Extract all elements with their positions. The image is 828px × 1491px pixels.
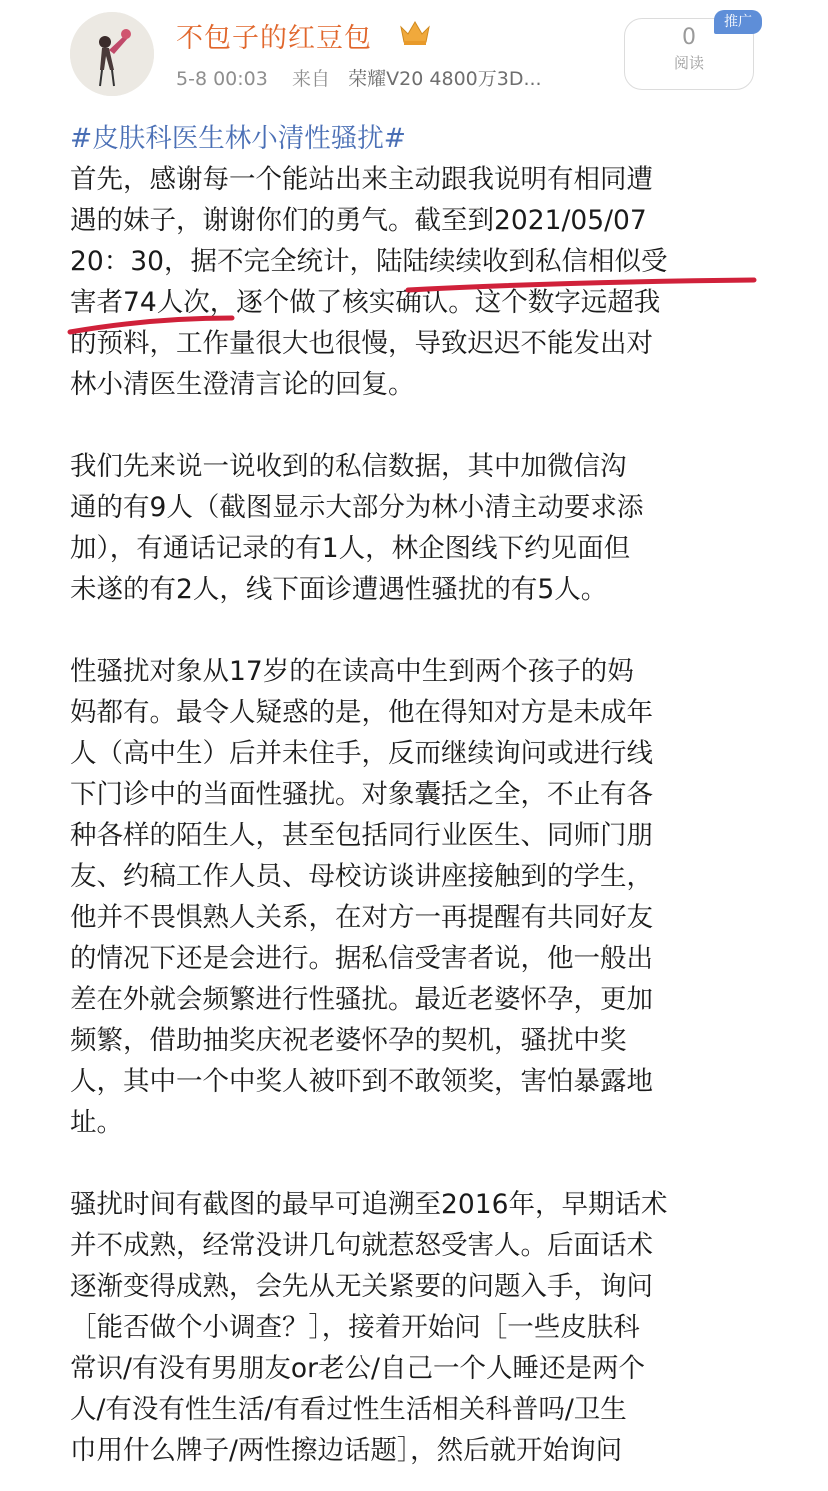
post-time: 5-8 00:03 xyxy=(176,68,268,90)
text-line: 的情况下还是会进行。据私信受害者说，他一般出 xyxy=(70,943,653,974)
promo-badge[interactable]: 推广 xyxy=(714,10,762,34)
hashtag-link[interactable]: #皮肤科医生林小清性骚扰# xyxy=(70,123,406,154)
avatar[interactable] xyxy=(70,12,154,96)
post-header xyxy=(0,0,828,110)
paragraph-gap xyxy=(70,405,770,446)
text-line: 的预料，工作量很大也很慢，导致迟迟不能发出对 xyxy=(70,328,653,359)
post-body xyxy=(70,159,770,1471)
source-prefix: 来自 xyxy=(292,68,331,90)
text-line: 并不成熟，经常没讲几句就惹怒受害人。后面话术 xyxy=(70,1230,653,1261)
text-line: 人，其中一个中奖人被吓到不敢领奖，害怕暴露地 xyxy=(70,1066,653,1097)
text-line: 差在外就会频繁进行性骚扰。最近老婆怀孕，更加 xyxy=(70,984,653,1015)
text-line: 常识/有没有男朋友or老公/自己一个人睡还是两个 xyxy=(70,1353,645,1384)
text-line: 遇的妹子，谢谢你们的勇气。截至到2021/05/07 xyxy=(70,205,647,236)
text-line: 未遂的有2人，线下面诊遭遇性骚扰的有5人。 xyxy=(70,574,608,605)
read-count: 0 xyxy=(682,25,696,50)
read-label: 阅读 xyxy=(673,54,704,72)
text-line: 我们先来说一说收到的私信数据，其中加微信沟 xyxy=(70,451,627,482)
text-line: 巾用什么牌子/两性擦边话题］，然后就开始询问 xyxy=(70,1435,623,1466)
text-line: 林小清医生澄清言论的回复。 xyxy=(70,369,415,400)
text-line: 骚扰时间有截图的最早可追溯至2016年，早期话术 xyxy=(70,1189,668,1220)
text-line: ［能否做个小调查？］，接着开始问［一些皮肤科 xyxy=(70,1312,640,1343)
text-line: 友、约稿工作人员、母校访谈讲座接触到的学生， xyxy=(70,861,653,892)
avatar-image xyxy=(70,12,154,96)
text-line: 人/有没有性生活/有看过性生活相关科普吗/卫生 xyxy=(70,1394,627,1425)
text-line: 种各样的陌生人，甚至包括同行业医生、同师门朋 xyxy=(70,820,653,851)
text-line: 加），有通话记录的有1人，林企图线下约见面但 xyxy=(70,533,631,564)
text-line: 20：30，据不完全统计，陆陆续续收到私信相似受 xyxy=(70,246,668,277)
text-line: 人（高中生）后并未住手，反而继续询问或进行线 xyxy=(70,738,653,769)
paragraph-gap xyxy=(70,610,770,651)
post-content xyxy=(70,118,770,1471)
text-line: 址。 xyxy=(70,1107,123,1138)
text-line: 频繁，借助抽奖庆祝老婆怀孕的契机，骚扰中奖 xyxy=(70,1025,627,1056)
text-line: 害者74人次，逐个做了核实确认。这个数字远超我 xyxy=(70,287,661,318)
paragraph-gap xyxy=(70,1143,770,1184)
text-line: 他并不畏惧熟人关系，在对方一再提醒有共同好友 xyxy=(70,902,653,933)
crown-icon xyxy=(398,17,432,47)
post-meta xyxy=(176,64,542,91)
text-line: 性骚扰对象从17岁的在读高中生到两个孩子的妈 xyxy=(70,656,634,687)
username[interactable]: 不包子的红豆包 xyxy=(176,23,372,54)
text-line: 首先，感谢每一个能站出来主动跟我说明有相同遭 xyxy=(70,164,653,195)
device-name[interactable]: 荣耀V20 4800万3D... xyxy=(348,68,542,90)
text-line: 通的有9人（截图显示大部分为林小清主动要求添 xyxy=(70,492,644,523)
text-line: 逐渐变得成熟，会先从无关紧要的问题入手，询问 xyxy=(70,1271,653,1302)
text-line: 妈都有。最令人疑惑的是，他在得知对方是未成年 xyxy=(70,697,653,728)
text-line: 下门诊中的当面性骚扰。对象囊括之全，不止有各 xyxy=(70,779,653,810)
